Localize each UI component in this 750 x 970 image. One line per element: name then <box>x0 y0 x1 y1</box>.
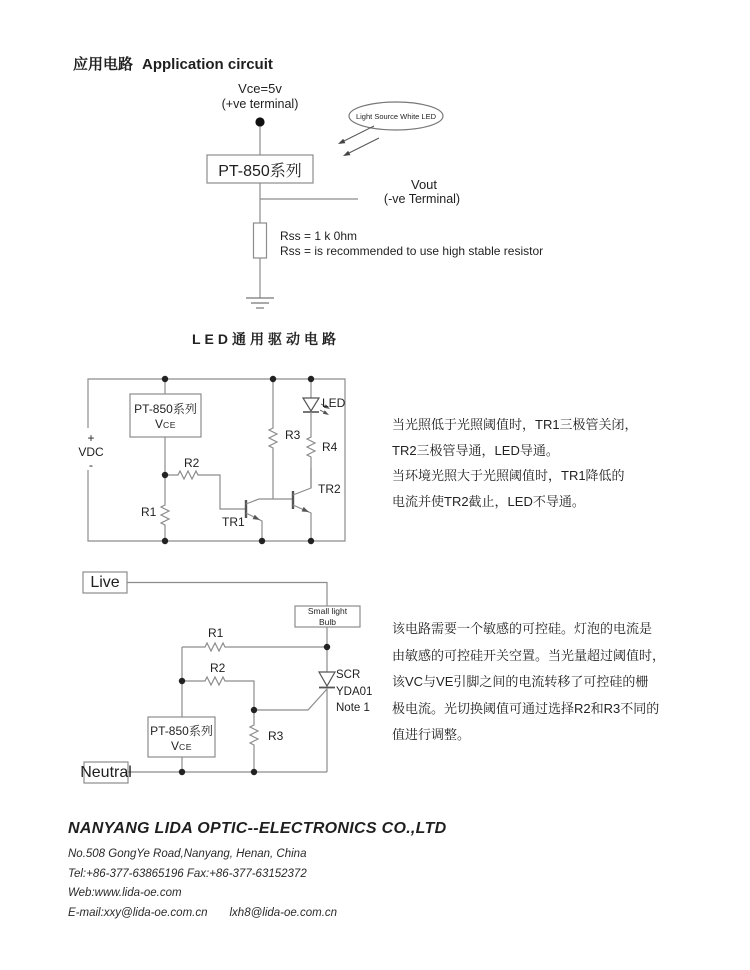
company-name: NANYANG LIDA OPTIC--ELECTRONICS CO.,LTD <box>68 820 447 837</box>
vdc-label: VDC <box>78 445 104 459</box>
description-line: TR2三极管导通，LED导通。 <box>392 442 559 458</box>
positive-terminal-label: (+ve terminal) <box>221 97 299 111</box>
scr-icon <box>319 672 335 688</box>
resistor-r1-icon <box>161 475 169 541</box>
tr1-label: TR1 <box>222 515 245 529</box>
negative-terminal-label: (-ve Terminal) <box>383 192 461 206</box>
r1-label: R1 <box>208 626 224 640</box>
live-label: Live <box>90 573 120 591</box>
scr-note-label: Note 1 <box>336 702 370 714</box>
light-ray-arrows-icon <box>338 126 379 156</box>
vdc-minus-label: - <box>89 458 93 472</box>
r3-label: R3 <box>285 428 301 442</box>
r1-label: R1 <box>141 505 157 519</box>
email-primary: E-mail:xxy@lida-oe.com.cn <box>68 906 208 919</box>
company-address: No.508 GongYe Road,Nanyang, Henan, China <box>68 848 307 860</box>
description-line: 极电流。光切换阈值可通过选择R2和R3不同的 <box>392 700 660 716</box>
scr-model-label: YDA01 <box>336 685 373 698</box>
resistor-rss-icon <box>254 223 267 258</box>
led-driver-heading: LED通用驱动电路 <box>192 331 340 347</box>
company-web: Web:www.lida-oe.com <box>68 887 182 899</box>
gate-wire <box>254 689 327 710</box>
scr-circuit-description <box>392 616 665 749</box>
r2-label: R2 <box>184 456 200 470</box>
resistor-r3-icon <box>250 710 258 772</box>
description-line: 该电路需要一个敏感的可控硅。灯泡的电流是 <box>392 621 653 636</box>
resistor-r3-icon <box>269 379 277 499</box>
led-label: LED <box>322 396 346 410</box>
vdc-plus-label: + <box>87 431 95 445</box>
page-title-en: Application circuit <box>142 56 273 73</box>
neutral-label: Neutral <box>80 763 132 781</box>
resistor-r2-icon <box>182 677 254 710</box>
positive-terminal-dot <box>255 117 264 126</box>
r3-label: R3 <box>268 729 284 743</box>
description-line: 当光照低于光照阈值时，TR1三极管关闭， <box>392 417 638 432</box>
description-line: 电流并使TR2截止，LED不导通。 <box>392 493 585 509</box>
company-email <box>68 907 447 919</box>
rss-value-label: Rss = 1 k 0hm <box>280 229 358 243</box>
pt850-series-label: PT-850系列 <box>150 723 213 738</box>
description-line: 值进行调整。 <box>392 727 471 743</box>
scr-circuit-diagram <box>80 572 360 783</box>
page-title <box>73 53 273 74</box>
resistor-r1-icon <box>182 643 327 651</box>
email-secondary: lxh8@lida-oe.com.cn <box>229 906 338 919</box>
vce-label: VCE <box>171 738 192 753</box>
resistor-r2-icon <box>165 471 246 509</box>
npn-transistor-tr1-icon <box>246 499 293 541</box>
scr-labels <box>336 667 372 717</box>
vout-label: Vout <box>410 177 438 192</box>
pt850-vce-label <box>148 717 215 757</box>
description-line: 由敏感的可控硅开关空置。当光量超过阈值时， <box>392 647 666 663</box>
r2-label: R2 <box>210 661 226 675</box>
description-line: 该VC与VE引脚之间的电流转移了可控硅的栅 <box>392 674 649 690</box>
tr2-label: TR2 <box>318 482 341 496</box>
rss-note-label: Rss = is recommended to use high stable resistor <box>280 244 544 258</box>
vce-label: VCE <box>155 417 176 431</box>
scr-label: SCR <box>336 669 361 681</box>
page-title-zh: 应用电路 <box>73 56 134 73</box>
led-driver-circuit-diagram <box>88 376 345 544</box>
r4-label: R4 <box>322 440 338 454</box>
led-circuit-description <box>392 412 638 514</box>
ground-icon <box>246 298 274 308</box>
npn-transistor-tr2-icon <box>293 468 311 541</box>
company-tel-fax: Tel:+86-377-63865196 Fax:+86-377-63152372 <box>68 867 307 880</box>
light-source-label: Light Source White LED <box>355 112 437 121</box>
pt850-sensor-label: PT-850系列 <box>218 162 302 180</box>
description-line: 当环境光照大于光照阈值时，TR1降低的 <box>392 468 625 483</box>
pt850-vce-label <box>130 394 201 437</box>
bulb-label: Small light Bulb <box>307 606 348 627</box>
footer <box>68 820 447 919</box>
supply-voltage-label: Vce=5v <box>238 81 282 96</box>
pt850-series-label: PT-850系列 <box>134 402 197 416</box>
